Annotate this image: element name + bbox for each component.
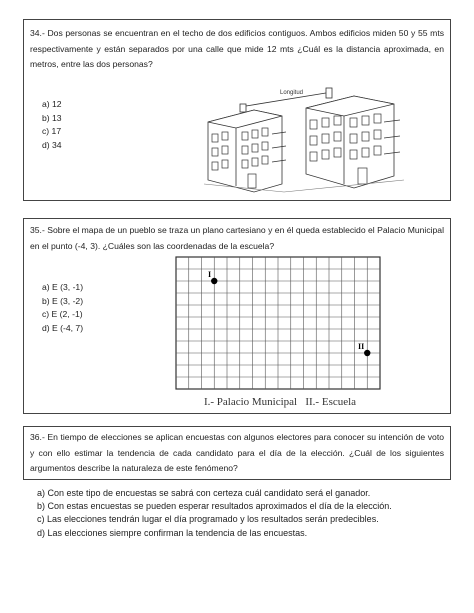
- option-c[interactable]: c) E (2, -1): [42, 309, 83, 320]
- question-36-text: 36.- En tiempo de elecciones se aplican encuestas con algunos electores para conocer su intención de voto y con ello estimar la tendencia de cada candidato para el día de la elección. ¿Cuál de los siguientes argumentos describe la naturaleza de este fenómeno?: [30, 432, 444, 473]
- option-b[interactable]: b) E (3, -2): [42, 295, 84, 306]
- option-b[interactable]: b) Con estas encuestas se pueden esperar resultados aproximados el día de la elección.: [37, 501, 392, 512]
- question-35-options: [42, 281, 83, 335]
- option-a[interactable]: a) E (3, -1): [42, 282, 84, 292]
- question-35-text: 35.- Sobre el mapa de un pueblo se traza un plano cartesiano y en él queda establecido el Palacio Municipal en el punto (-4, 3). ¿Cuáles son las coordenadas de la escuela?: [30, 225, 444, 251]
- question-34-options: [42, 98, 62, 152]
- option-a[interactable]: a) Con este tipo de encuestas se sabrá con certeza cuál candidato será el ganador.: [37, 488, 371, 498]
- point-label-i: I: [208, 270, 212, 279]
- grid-caption: I.- Palacio Municipal II.- Escuela: [203, 396, 357, 408]
- option-d[interactable]: d) Las elecciones siempre confirman la tendencia de las encuestas.: [37, 527, 308, 538]
- point-label-ii: II: [358, 342, 365, 351]
- palacio-municipal-point: [211, 278, 217, 284]
- cartesian-grid-map: [174, 255, 394, 415]
- option-c[interactable]: c) Las elecciones tendrán lugar el día programado y los resultados serán predecibles.: [37, 514, 379, 525]
- option-d[interactable]: d) 34: [42, 139, 62, 150]
- question-34-text: 34.- Dos personas se encuentran en el techo de dos edificios contiguos. Ambos edificios miden 50 y 55 mts respectivamente y están separados por una calle que mide 12 mts ¿Cuál es la distancia aproximada, en metros, entre las dos personas?: [30, 28, 444, 69]
- question-35-box: [23, 218, 451, 414]
- question-34-box: [23, 19, 451, 201]
- option-c[interactable]: c) 17: [42, 126, 62, 137]
- option-d[interactable]: d) E (-4, 7): [42, 322, 84, 333]
- option-a[interactable]: a) 12: [42, 99, 62, 109]
- buildings-illustration: [194, 84, 409, 194]
- escuela-point: [364, 350, 370, 356]
- question-36-options: [37, 487, 392, 540]
- figure-label-longitud: Longitud: [280, 90, 304, 96]
- option-b[interactable]: b) 13: [42, 112, 62, 123]
- question-36-box: [23, 426, 451, 480]
